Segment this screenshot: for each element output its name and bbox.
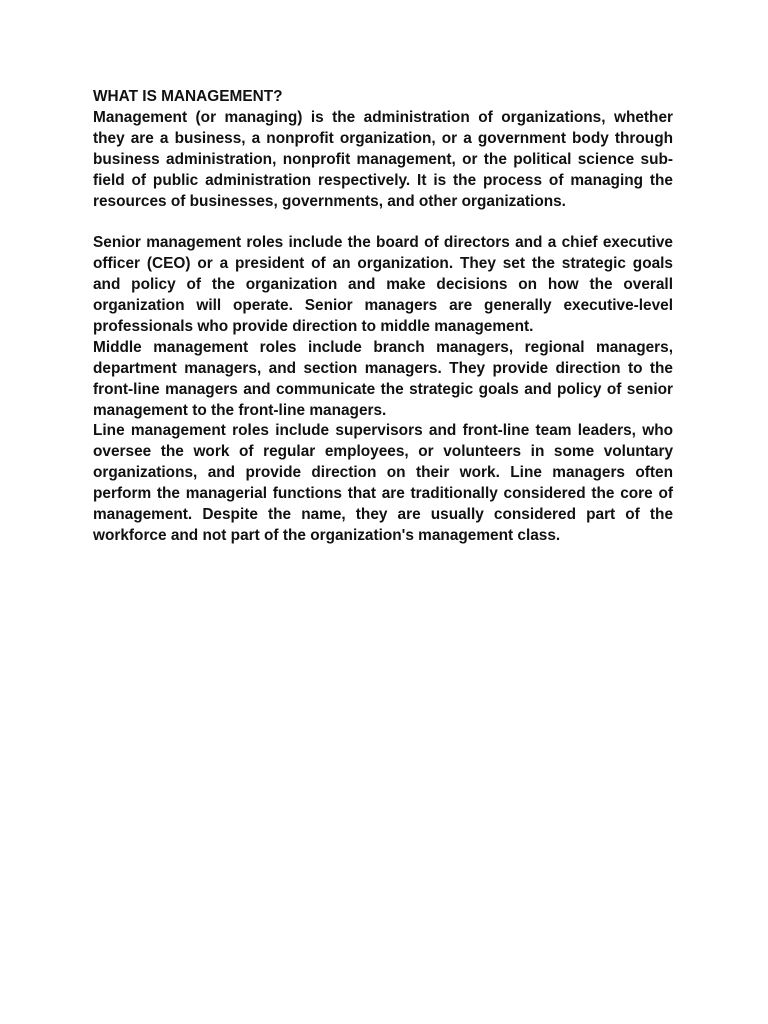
paragraph-line-management: Line management roles include supervisors and front-line team leaders, who oversee the work of regular employees, or volunteers in some voluntary organizations, and provide direction on their work. Line managers often perform the managerial functions that are traditionally considered the core of management. Despite the name, they are usually considered part of the workforce and not part of the organization's management class. bbox=[93, 422, 673, 545]
paragraph-spacer bbox=[93, 212, 673, 233]
paragraph-middle-management: Middle management roles include branch managers, regional managers, department managers, and section managers. They provide direction to the front-line managers and communicate the strategic goals and policy of senior management to the front-line managers. bbox=[93, 338, 673, 419]
paragraph-definition: Management (or managing) is the administration of organizations, whether they are a business, a nonprofit organization, or a government body through business administration, nonprofit management, or the political science sub-field of public administration respectively. It is the process of managing the resources of businesses, governments, and other organizations. bbox=[93, 108, 673, 210]
document-body bbox=[93, 87, 673, 547]
paragraph-senior-management: Senior management roles include the board of directors and a chief executive officer (CEO) or a president of an organization. They set the strategic goals and policy of the organization and make decisions on how the overall organization will operate. Senior managers are generally executive-level professionals who provide direction to middle management. bbox=[93, 234, 673, 335]
page-title: WHAT IS MANAGEMENT? bbox=[93, 88, 283, 105]
